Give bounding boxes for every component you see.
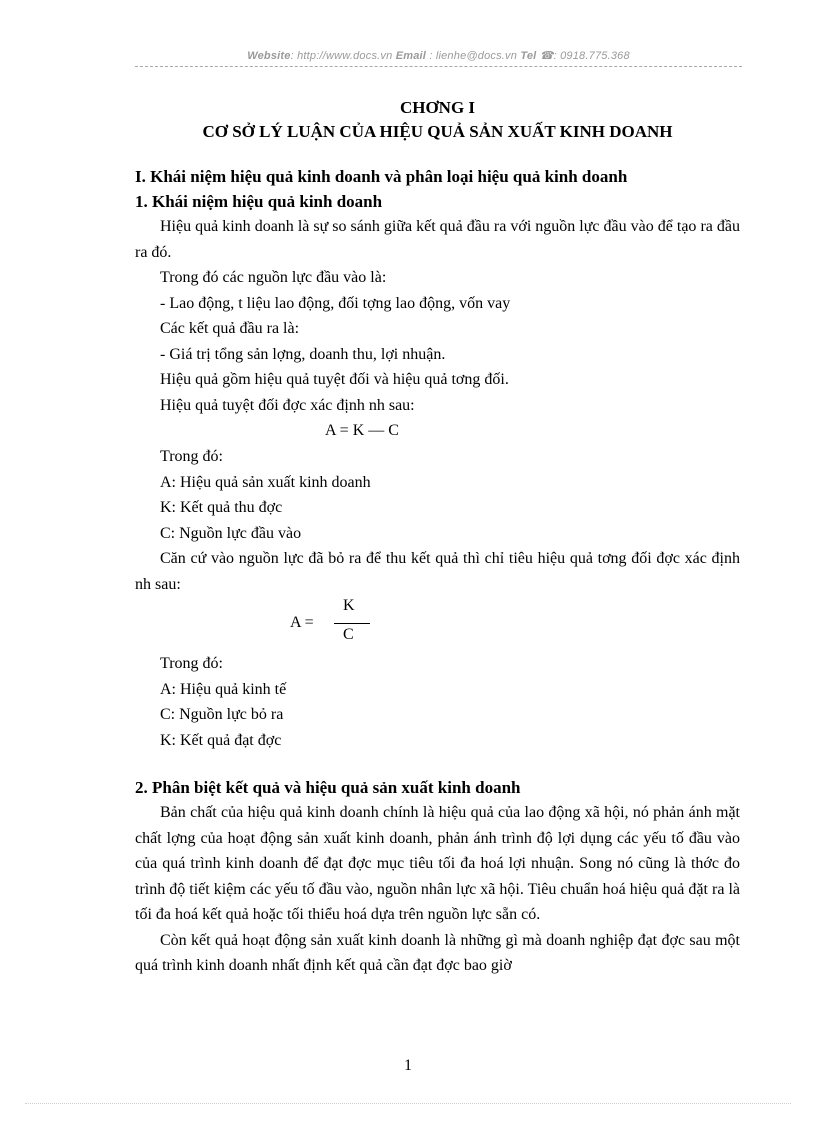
formula-numerator: K xyxy=(343,597,355,614)
header-divider xyxy=(135,66,742,67)
definition-line: A: Hiệu quả kinh tế xyxy=(160,680,287,698)
paragraph: Bản chất của hiệu quả kinh doanh chính là hiệu quả của lao động xã hội, nó phản ánh mặt chất lợng của hoạt động sản xuất kinh doanh, phản ánh trình độ lợi dụng các yếu tố đầu vào của quá trình kinh doanh để đạt đợc mục tiêu tối đa hoá lợi nhuận. Song nó cũng là thớc đo trình độ tiết kiệm các yếu tố đầu vào, nguồn nhân lực xã hội. Tiêu chuẩn hoá hiệu quả đặt ra là tối đa hoá kết quả hoặc tối thiểu hoá dựa trên nguồn lực sẵn có. xyxy=(135,804,740,923)
formula-relative xyxy=(135,597,740,651)
page-header xyxy=(135,49,742,62)
text-line: Trong đó các nguồn lực đầu vào là: xyxy=(160,269,387,286)
definition-line: A: Hiệu quả sản xuất kinh doanh xyxy=(160,473,371,491)
website-label: Website xyxy=(247,50,291,62)
text-line: Hiệu quả tuyệt đối đợc xác định nh sau: xyxy=(160,396,415,414)
text-line: Trong đó: xyxy=(160,448,223,465)
text-line: Hiệu quả gồm hiệu quả tuyệt đối và hiệu quả tơng đối. xyxy=(160,371,509,388)
website-value: : http://www.docs.vn xyxy=(290,50,393,62)
definition-line: K: Kết quả thu đợc xyxy=(160,499,283,516)
definition-line: C: Nguồn lực bỏ ra xyxy=(160,706,284,723)
text-line: Trong đó: xyxy=(160,655,223,672)
tel-value: : 0918.775.368 xyxy=(553,50,630,62)
section-heading: I. Khái niệm hiệu quả kinh doanh và phân loại hiệu quả kinh doanh xyxy=(135,167,628,186)
paragraph: Hiệu quả kinh doanh là sự so sánh giữa kết quả đầu ra với nguồn lực đầu vào để tạo ra đầu ra đó. xyxy=(135,218,740,261)
page-content xyxy=(135,96,740,979)
formula-lhs: A = xyxy=(290,614,314,631)
footer-divider xyxy=(25,1103,791,1104)
subsection-heading: 1. Khái niệm hiệu quả kinh doanh xyxy=(135,192,383,211)
chapter-number: CHƠNG I xyxy=(399,98,476,117)
list-item: - Giá trị tổng sản lợng, doanh thu, lợi nhuận. xyxy=(160,345,446,363)
chapter-title: CƠ SỞ LÝ LUẬN CỦA HIỆU QUẢ SẢN XUẤT KINH DOANH xyxy=(202,122,673,141)
text-line: Các kết quả đầu ra là: xyxy=(160,320,300,337)
phone-icon: ☎ xyxy=(539,50,554,62)
page-number: 1 xyxy=(404,1057,412,1074)
definition-line: C: Nguồn lực đầu vào xyxy=(160,524,302,542)
fraction-bar xyxy=(334,623,370,624)
list-item: - Lao động, t liệu lao động, đối tợng lao động, vốn vay xyxy=(160,294,511,312)
tel-label: Tel xyxy=(520,50,537,62)
formula-denominator: C xyxy=(343,626,354,643)
paragraph: Căn cứ vào nguồn lực đã bỏ ra để thu kết quả thì chỉ tiêu hiệu quả tơng đối đợc xác định nh sau: xyxy=(135,550,740,593)
subsection-heading: 2. Phân biệt kết quả và hiệu quả sản xuất kinh doanh xyxy=(135,778,521,797)
paragraph: Còn kết quả hoạt động sản xuất kinh doanh là những gì mà doanh nghiệp đạt đợc sau một quá trình kinh doanh nhất định kết quả cần đạt đợc bao giờ xyxy=(135,931,740,974)
formula-absolute: A = K — C xyxy=(325,422,399,439)
email-label: Email xyxy=(395,50,427,62)
email-value: : lienhe@docs.vn xyxy=(429,50,518,62)
definition-line: K: Kết quả đạt đợc xyxy=(160,731,282,749)
